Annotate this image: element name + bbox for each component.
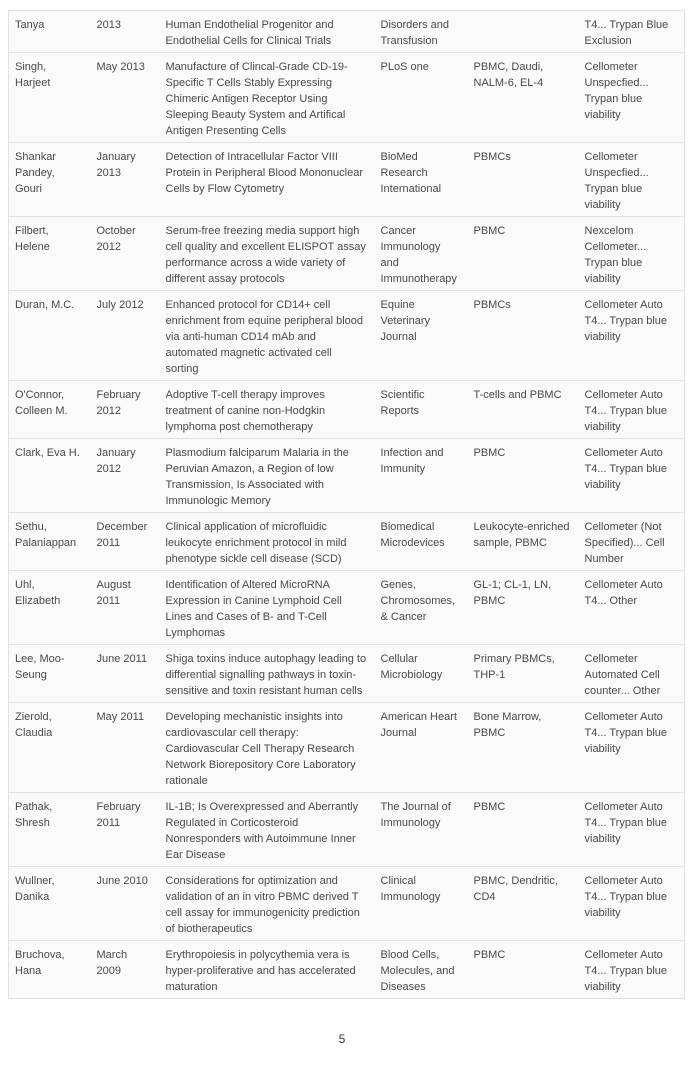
sample-cell: PBMCs — [468, 143, 579, 217]
table-row — [9, 217, 685, 291]
author-cell: Duran, M.C. — [9, 291, 91, 381]
author-cell: Clark, Eva H. — [9, 439, 91, 513]
journal-cell: The Journal of Immunology — [375, 793, 468, 867]
sample-cell: GL-1; CL-1, LN, PBMC — [468, 571, 579, 645]
journal-cell: Genes, Chromosomes, & Cancer — [375, 571, 468, 645]
method-cell: Cellometer Auto T4... Trypan blue viability — [579, 941, 685, 999]
author-cell: Uhl, Elizabeth — [9, 571, 91, 645]
date-cell: February 2011 — [91, 793, 160, 867]
journal-cell: Clinical Immunology — [375, 867, 468, 941]
sample-cell: PBMC, Daudi, NALM-6, EL-4 — [468, 53, 579, 143]
method-cell: Nexcelom Cellometer... Trypan blue viability — [579, 217, 685, 291]
title-cell: Enhanced protocol for CD14+ cell enrichment from equine peripheral blood via anti-human CD14 mAb and automated magnetic activated cell sorting — [160, 291, 375, 381]
method-cell: Cellometer Auto T4... Trypan blue viability — [579, 381, 685, 439]
method-cell: Cellometer Unspecfied... Trypan blue viability — [579, 143, 685, 217]
title-cell: Serum-free freezing media support high cell quality and excellent ELISPOT assay performance across a wide variety of different assay protocols — [160, 217, 375, 291]
date-cell: June 2010 — [91, 867, 160, 941]
title-cell: Developing mechanistic insights into cardiovascular cell therapy: Cardiovascular Cell Therapy Research Network Biorepository Core Laboratory rationale — [160, 703, 375, 793]
sample-cell: Leukocyte-enriched sample, PBMC — [468, 513, 579, 571]
table-row — [9, 53, 685, 143]
journal-cell: Scientific Reports — [375, 381, 468, 439]
title-cell: Shiga toxins induce autophagy leading to differential signalling pathways in toxin-sensitive and toxin resistant human cells — [160, 645, 375, 703]
sample-cell: PBMCs — [468, 291, 579, 381]
method-cell: Cellometer Auto T4... Trypan blue viability — [579, 703, 685, 793]
author-cell: Shankar Pandey, Gouri — [9, 143, 91, 217]
title-cell: IL-1B; Is Overexpressed and Aberrantly Regulated in Corticosteroid Nonresponders with Autoimmune Inner Ear Disease — [160, 793, 375, 867]
sample-cell: PBMC — [468, 941, 579, 999]
journal-cell: Cancer Immunology and Immunotherapy — [375, 217, 468, 291]
author-cell: Wullner, Danika — [9, 867, 91, 941]
method-cell: Cellometer Auto T4... Other — [579, 571, 685, 645]
method-cell: Cellometer Auto T4... Trypan blue viability — [579, 793, 685, 867]
page-number: 5 — [338, 1032, 346, 1046]
title-cell: Identification of Altered MicroRNA Expression in Canine Lymphoid Cell Lines and Cases of B- and T-Cell Lymphomas — [160, 571, 375, 645]
title-cell: Adoptive T-cell therapy improves treatment of canine non-Hodgkin lymphoma post chemotherapy — [160, 381, 375, 439]
journal-cell: Cellular Microbiology — [375, 645, 468, 703]
table-body — [9, 11, 685, 999]
table-row — [9, 571, 685, 645]
author-cell: O'Connor, Colleen M. — [9, 381, 91, 439]
sample-cell: PBMC — [468, 439, 579, 513]
table-row — [9, 703, 685, 793]
method-cell: Cellometer Unspecfied... Trypan blue viability — [579, 53, 685, 143]
table-row — [9, 793, 685, 867]
title-cell: Plasmodium falciparum Malaria in the Peruvian Amazon, a Region of low Transmission, Is Associated with Immunologic Memory — [160, 439, 375, 513]
table-row — [9, 513, 685, 571]
author-cell: Singh, Harjeet — [9, 53, 91, 143]
journal-cell: Disorders and Transfusion — [380, 19, 449, 47]
date-cell: March 2009 — [91, 941, 160, 999]
title-cell: Considerations for optimization and validation of an in vitro PBMC derived T cell assay for immunogenicity prediction of biotherapeutics — [160, 867, 375, 941]
title-cell: Erythropoiesis in polycythemia vera is hyper-proliferative and has accelerated maturation — [160, 941, 375, 999]
sample-cell: PBMC — [468, 217, 579, 291]
author-cell: Filbert, Helene — [9, 217, 91, 291]
method-cell: Cellometer Auto T4... Trypan blue viability — [579, 291, 685, 381]
date-cell: August 2011 — [91, 571, 160, 645]
author-cell: Sethu, Palaniappan — [9, 513, 91, 571]
date-cell: February 2012 — [91, 381, 160, 439]
author-cell: Tanya — [15, 19, 45, 31]
date-cell: May 2013 — [91, 53, 160, 143]
table-row — [9, 439, 685, 513]
sample-cell: PBMC — [468, 793, 579, 867]
table-row — [9, 941, 685, 999]
journal-cell: Infection and Immunity — [375, 439, 468, 513]
sample-cell: T-cells and PBMC — [468, 381, 579, 439]
journal-cell: Equine Veterinary Journal — [375, 291, 468, 381]
date-cell: May 2011 — [91, 703, 160, 793]
author-cell: Bruchova, Hana — [9, 941, 91, 999]
sample-cell: PBMC, Dendritic, CD4 — [468, 867, 579, 941]
table-row — [9, 11, 685, 53]
table-row — [9, 645, 685, 703]
title-cell: Detection of Intracellular Factor VIII Protein in Peripheral Blood Mononuclear Cells by Flow Cytometry — [160, 143, 375, 217]
table-row — [9, 143, 685, 217]
date-cell: June 2011 — [91, 645, 160, 703]
method-cell: Cellometer Auto T4... Trypan blue viability — [579, 867, 685, 941]
author-cell: Zierold, Claudia — [9, 703, 91, 793]
journal-cell: American Heart Journal — [375, 703, 468, 793]
title-cell: Clinical application of microfluidic leukocyte enrichment protocol in mild phenotype sickle cell disease (SCD) — [160, 513, 375, 571]
date-cell: December 2011 — [91, 513, 160, 571]
author-cell: Pathak, Shresh — [9, 793, 91, 867]
method-cell: Cellometer Automated Cell counter... Other — [579, 645, 685, 703]
date-cell: January 2013 — [91, 143, 160, 217]
table-row — [9, 867, 685, 941]
date-cell: January 2012 — [91, 439, 160, 513]
journal-cell: Blood Cells, Molecules, and Diseases — [375, 941, 468, 999]
publications-table — [8, 10, 685, 999]
journal-cell: Biomedical Microdevices — [375, 513, 468, 571]
author-cell: Lee, Moo-Seung — [9, 645, 91, 703]
sample-cell — [468, 11, 579, 53]
date-cell: 2013 — [96, 19, 121, 31]
date-cell: July 2012 — [91, 291, 160, 381]
title-cell: Manufacture of Clincal-Grade CD-19-Specific T Cells Stably Expressing Chimeric Antigen Receptor Using Sleeping Beauty System and Artifical Antigen Presenting Cells — [160, 53, 375, 143]
sample-cell: Primary PBMCs, THP-1 — [468, 645, 579, 703]
journal-cell: PLoS one — [375, 53, 468, 143]
journal-cell: BioMed Research International — [375, 143, 468, 217]
sample-cell: Bone Marrow, PBMC — [468, 703, 579, 793]
date-cell: October 2012 — [91, 217, 160, 291]
method-cell: Cellometer Auto T4... Trypan blue viability — [579, 439, 685, 513]
table-row — [9, 291, 685, 381]
table-row — [9, 381, 685, 439]
title-cell: Human Endothelial Progenitor and Endothelial Cells for Clinical Trials — [165, 19, 334, 47]
method-cell: T4... Trypan Blue Exclusion — [584, 19, 669, 47]
method-cell: Cellometer (Not Specified)... Cell Number — [579, 513, 685, 571]
